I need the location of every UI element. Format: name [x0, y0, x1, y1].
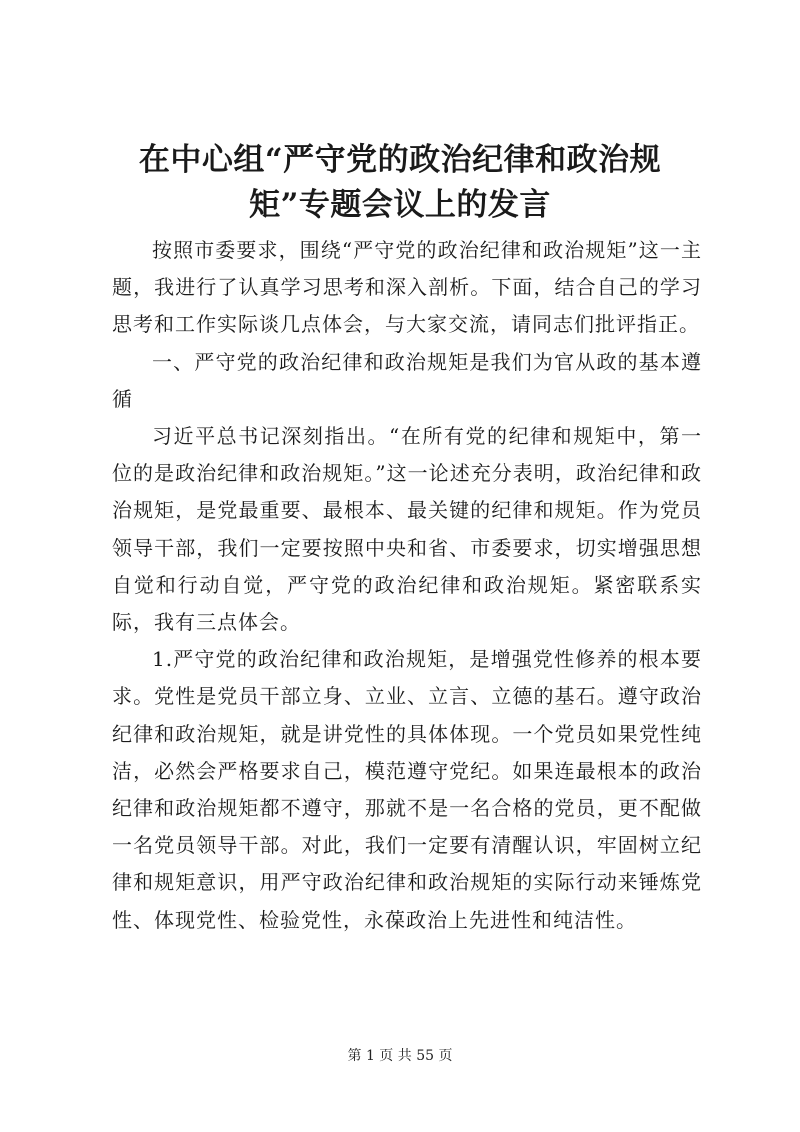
document-title: 在中心组“严守党的政治纪律和政治规矩”专题会议上的发言 — [138, 142, 662, 223]
page-number-footer: 第 1 页 共 55 页 — [347, 1048, 453, 1064]
document-body — [112, 232, 702, 939]
section-heading-1: 一、严守党的政治纪律和政治规矩是我们为官从政的基本遵循 — [112, 349, 702, 411]
paragraph-quote: 习近平总书记深刻指出。“在所有党的纪律和规矩中，第一位的是政治纪律和政治规矩。”这一论述充分表明，政治纪律和政治规矩，是党最重要、最根本、最关键的纪律和规矩。作为党员领导干部，我们一定要按照中央和省、市委要求，切实增强思想自觉和行动自觉，严守党的政治纪律和政治规矩。紧密联系实际，我有三点体会。 — [112, 424, 702, 635]
paragraph-intro: 按照市委要求，围绕“严守党的政治纪律和政治规矩”这一主题，我进行了认真学习思考和深入剖析。下面，结合自己的学习思考和工作实际谈几点体会，与大家交流，请同志们批评指正。 — [112, 238, 702, 337]
paragraph-point-1: 1.严守党的政治纪律和政治规矩，是增强党性修养的根本要求。党性是党员干部立身、立业、立言、立德的基石。遵守政治纪律和政治规矩，就是讲党性的具体体现。一个党员如果党性纯洁，必然会严格要求自己，模范遵守党纪。如果连最根本的政治纪律和政治规矩都不遵守，那就不是一名合格的党员，更不配做一名党员领导干部。对此，我们一定要有清醒认识，牢固树立纪律和规矩意识，用严守政治纪律和政治规矩的实际行动来锤炼党性、体现党性、检验党性，永葆政治上先进性和纯洁性。 — [112, 647, 702, 932]
